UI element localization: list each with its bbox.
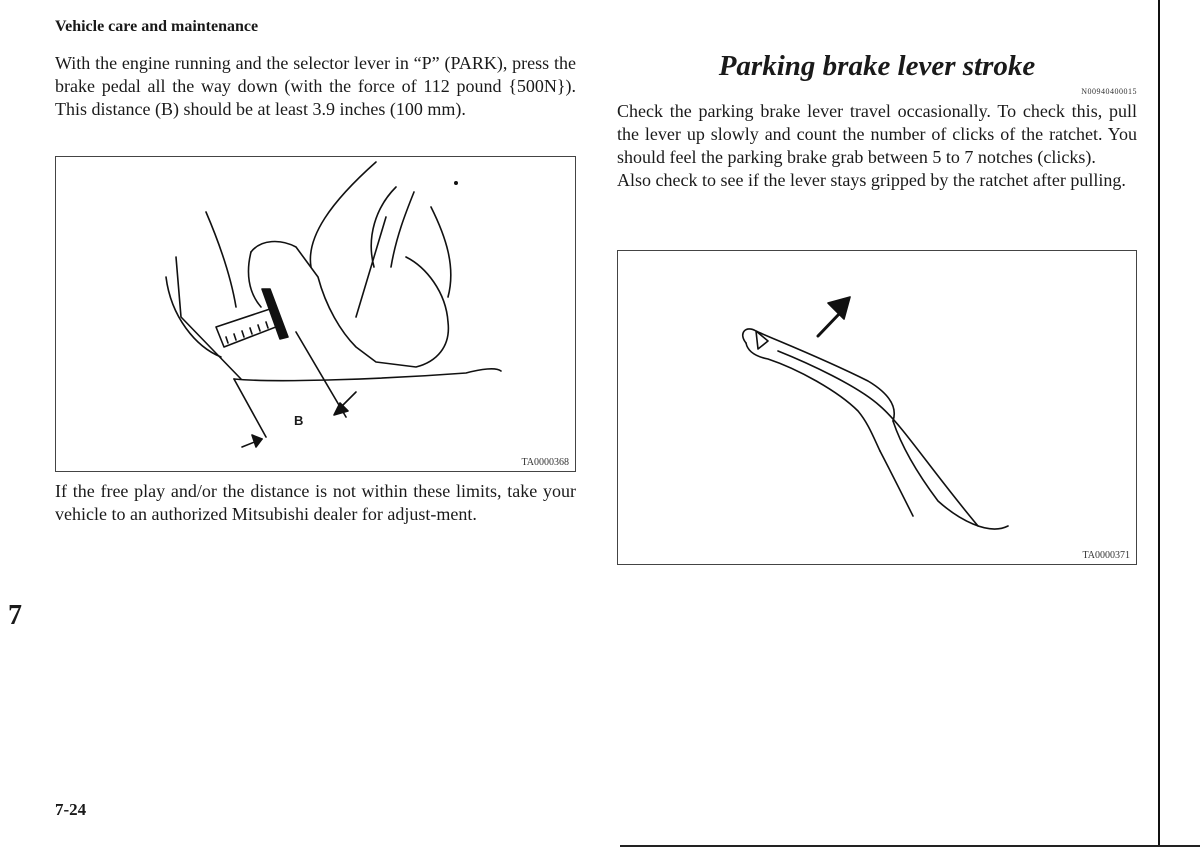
parking-lever-illustration bbox=[618, 251, 1136, 564]
parking-lever-figure bbox=[617, 250, 1137, 565]
reference-code: N00940400015 bbox=[1081, 87, 1137, 96]
brake-pedal-illustration bbox=[56, 157, 575, 471]
page-number: 7-24 bbox=[55, 800, 87, 819]
lever-travel-text: Check the parking brake lever travel occasionally. To check this, pull the lever up slowly and count the number of clicks of the ratchet. You should feel the parking brake grab between 5 to 7 notches (clicks). bbox=[617, 101, 1137, 167]
brake-pedal-figure bbox=[55, 156, 576, 472]
dealer-paragraph: If the free play and/or the distance is not within these limits, take your vehicle to an authorized Mitsubishi dealer for adjust-ment. bbox=[55, 481, 576, 524]
page-edge-rule bbox=[1158, 0, 1160, 847]
figure-code: TA0000371 bbox=[1082, 550, 1130, 561]
instruction-paragraph: With the engine running and the selector lever in “P” (PARK), press the brake pedal all the way down (with the force of 112 pound {500N}). This distance (B) should be at least 3.9 inches (100 mm). bbox=[55, 53, 576, 119]
distance-label-b: B bbox=[294, 413, 304, 428]
ratchet-grip-text: Also check to see if the lever stays gripped by the ratchet after pulling. bbox=[617, 170, 1126, 190]
figure-code: TA0000368 bbox=[521, 457, 569, 468]
section-title: Parking brake lever stroke bbox=[718, 50, 1036, 82]
section-header: Vehicle care and maintenance bbox=[55, 18, 259, 35]
chapter-number: 7 bbox=[8, 600, 22, 631]
lever-check-paragraph bbox=[617, 100, 1137, 192]
